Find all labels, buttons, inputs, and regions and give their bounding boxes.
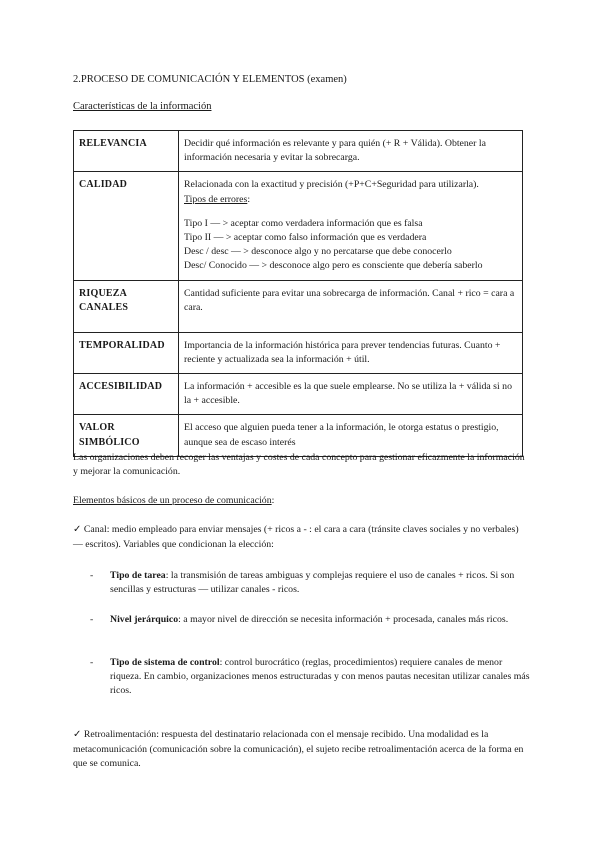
- description-text: Cantidad suficiente para evitar una sobrecarga de información. Canal + rico = cara a cara.: [184, 287, 515, 313]
- section-heading-info: Características de la información: [73, 101, 212, 112]
- list-item-text: : control burocrático (reglas, procedimientos) requiere canales de menor riqueza. En cambio, organizaciones menos estructuradas y con menos pautas necesitan utilizar canales más ricos.: [110, 657, 530, 697]
- row-description: [179, 131, 523, 172]
- row-description: [179, 280, 523, 332]
- row-label: CALIDAD: [74, 172, 179, 280]
- row-label: RIQUEZA CANALES: [74, 280, 179, 332]
- paragraph-organizations: Las organizaciones deben recoger las ventajas y costes de cada concepto para gestionar eficazmente la información y mejorar la comunicación.: [73, 452, 525, 478]
- description-text: El acceso que alguien pueda tener a la información, le otorga estatus o prestigio, aunque sea de escaso interés: [184, 422, 499, 448]
- list-dash: -: [90, 657, 94, 668]
- table-row: [74, 280, 523, 332]
- retro-text: Retroalimentación: respuesta del destinatario relacionada con el mensaje recibido. Una modalidad es la metacomunicación (comunicación sobre la comunicación), el sujeto recibe retroalimentación acerca de la forma en que se comunica.: [73, 729, 524, 769]
- canal-text: Canal: medio empleado para enviar mensajes (+ ricos a - : el cara a cara (tránsite claves sociales y no verbales) — escritos). Variables que condicionan la elección:: [73, 524, 519, 550]
- list-item-term: Tipo de tarea: [110, 570, 166, 581]
- paragraph-canal: [73, 523, 528, 552]
- list-item-text: : a mayor nivel de dirección se necesita información + procesada, canales más ricos.: [178, 614, 509, 625]
- row-label: RELEVANCIA: [74, 131, 179, 172]
- list-item: [90, 613, 530, 627]
- row-label: TEMPORALIDAD: [74, 332, 179, 373]
- row-label: ACCESIBILIDAD: [74, 374, 179, 415]
- section-heading-elements: Elementos básicos de un proceso de comunicación:: [73, 495, 275, 506]
- row-description: [179, 332, 523, 373]
- row-label: VALOR SIMBÓLICO: [74, 415, 179, 457]
- row-description: [179, 374, 523, 415]
- description-text: La información + accesible es la que suele emplearse. No se utiliza la + válida si no la + accesible.: [184, 381, 512, 407]
- errors-heading: Tipos de errores:: [184, 193, 251, 205]
- list-item: [90, 656, 530, 699]
- document-title: 2.PROCESO DE COMUNICACIÓN Y ELEMENTOS (examen): [73, 74, 347, 85]
- error-type-1: Tipo I — > aceptar como verdadera información que es falsa: [184, 217, 423, 229]
- list-item-term: Tipo de sistema de control: [110, 657, 220, 668]
- error-type-2: Tipo II — > aceptar como falso información que es verdadera: [184, 232, 427, 244]
- list-item-term: Nivel jerárquico: [110, 614, 179, 625]
- checkmark-icon: ✓: [73, 729, 82, 740]
- row-description: [179, 172, 523, 280]
- table-row: [74, 332, 523, 373]
- list-item: [90, 569, 530, 597]
- characteristics-table: [73, 130, 523, 457]
- description-text: Relacionada con la exactitud y precisión (+P+C+Seguridad para utilizarla).: [184, 179, 479, 191]
- table-row: [74, 172, 523, 280]
- table-row: [74, 131, 523, 172]
- table-row: [74, 374, 523, 415]
- list-dash: -: [90, 614, 94, 625]
- description-text: Importancia de la información histórica para prever tendencias futuras. Cuanto + reciente y actualizada sea la información + útil.: [184, 339, 501, 365]
- error-type-3: Desc / desc — > desconoce algo y no percatarse que debe conocerlo: [184, 246, 452, 258]
- paragraph-retroalimentacion: [73, 728, 528, 771]
- error-type-4: Desc/ Conocido — > desconoce algo pero es consciente que debería saberlo: [184, 260, 483, 272]
- list-dash: -: [90, 570, 94, 581]
- description-text: Decidir qué información es relevante y para quién (+ R + Válida). Obtener la información necesaria y evitar la sobrecarga.: [184, 138, 486, 164]
- checkmark-icon: ✓: [73, 524, 82, 535]
- list-item-text: : la transmisión de tareas ambiguas y complejas requiere el uso de canales + ricos. Si son sencillas y estructuras — utilizar canales - ricos.: [110, 570, 515, 596]
